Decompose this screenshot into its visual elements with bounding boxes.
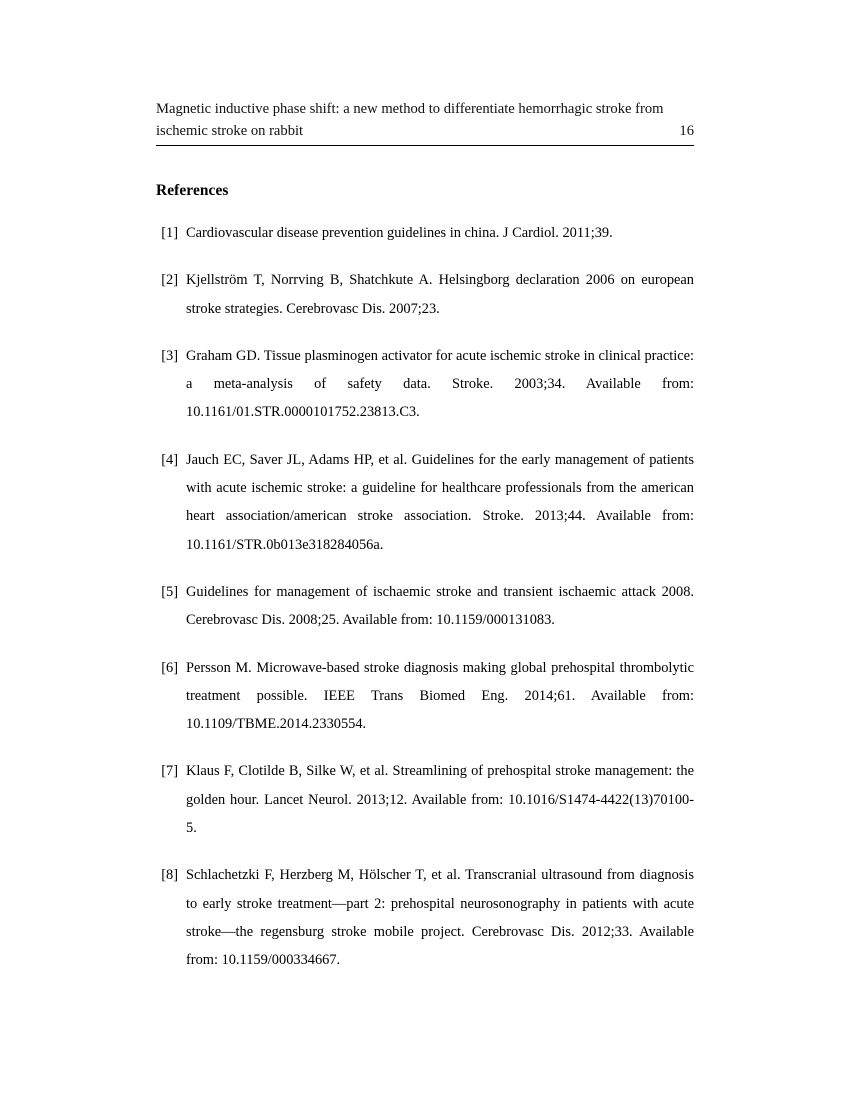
reference-text: Graham GD. Tissue plasminogen activator for acute ischemic stroke in clinical practice: a meta-analysis of safety data. Stroke. 2003;34. Available from: 10.1161/01.STR.0000101752.23813.C3. bbox=[186, 347, 694, 421]
running-header bbox=[156, 98, 694, 146]
reference-marker: [3] bbox=[161, 347, 178, 364]
page-content bbox=[156, 98, 694, 994]
running-header-title-line-2: ischemic stroke on rabbit bbox=[156, 123, 304, 139]
reference-text: Jauch EC, Saver JL, Adams HP, et al. Guidelines for the early management of patients with acute ischemic stroke: a guideline for healthcare professionals from the american heart association/american stroke association. Stroke. 2013;44. Available from: 10.1161/STR.0b013e318284056a. bbox=[186, 451, 694, 553]
reference-marker: [6] bbox=[161, 659, 178, 676]
reference-marker: [8] bbox=[161, 867, 178, 884]
running-header-second-row bbox=[156, 120, 694, 142]
reference-text: Kjellström T, Norrving B, Shatchkute A. Helsingborg declaration 2006 on european stroke strategies. Cerebrovasc Dis. 2007;23. bbox=[186, 272, 694, 317]
reference-entry-6 bbox=[156, 654, 694, 739]
reference-entry-7 bbox=[156, 757, 694, 842]
page-number: 16 bbox=[679, 123, 694, 139]
reference-entry-4 bbox=[156, 446, 694, 559]
page-title: References bbox=[156, 182, 229, 199]
reference-entry-2 bbox=[156, 266, 694, 323]
reference-entry-1 bbox=[156, 219, 694, 247]
reference-text: Klaus F, Clotilde B, Silke W, et al. Streamlining of prehospital stroke management: the golden hour. Lancet Neurol. 2013;12. Available from: 10.1016/S1474-4422(13)70100-5. bbox=[186, 763, 694, 837]
reference-marker: [1] bbox=[161, 225, 178, 241]
reference-entry-5 bbox=[156, 578, 694, 635]
reference-marker: [5] bbox=[161, 583, 178, 600]
reference-text: Persson M. Microwave-based stroke diagnosis making global prehospital thrombolytic treatment possible. IEEE Trans Biomed Eng. 2014;61. Available from: 10.1109/TBME.2014.2330554. bbox=[186, 659, 694, 733]
reference-marker: [4] bbox=[161, 451, 178, 468]
reference-text: Schlachetzki F, Herzberg M, Hölscher T, et al. Transcranial ultrasound from diagnosis to early stroke treatment—part 2: prehospital neurosonography in patients with acute stroke—the regensburg stroke mobile project. Cerebrovasc Dis. 2012;33. Available from: 10.1159/000334667. bbox=[186, 867, 694, 969]
reference-text: Cardiovascular disease prevention guidelines in china. J Cardiol. 2011;39. bbox=[186, 225, 613, 241]
reference-entry-3 bbox=[156, 342, 694, 427]
reference-list bbox=[156, 219, 694, 975]
reference-text: Guidelines for management of ischaemic stroke and transient ischaemic attack 2008. Cerebrovasc Dis. 2008;25. Available from: 10.1159/000131083. bbox=[186, 583, 694, 629]
reference-marker: [7] bbox=[161, 763, 178, 780]
running-header-title-line-1: Magnetic inductive phase shift: a new method to differentiate hemorrhagic stroke from bbox=[156, 101, 664, 117]
header-rule bbox=[156, 145, 694, 146]
reference-entry-8 bbox=[156, 861, 694, 974]
reference-marker: [2] bbox=[161, 272, 178, 289]
